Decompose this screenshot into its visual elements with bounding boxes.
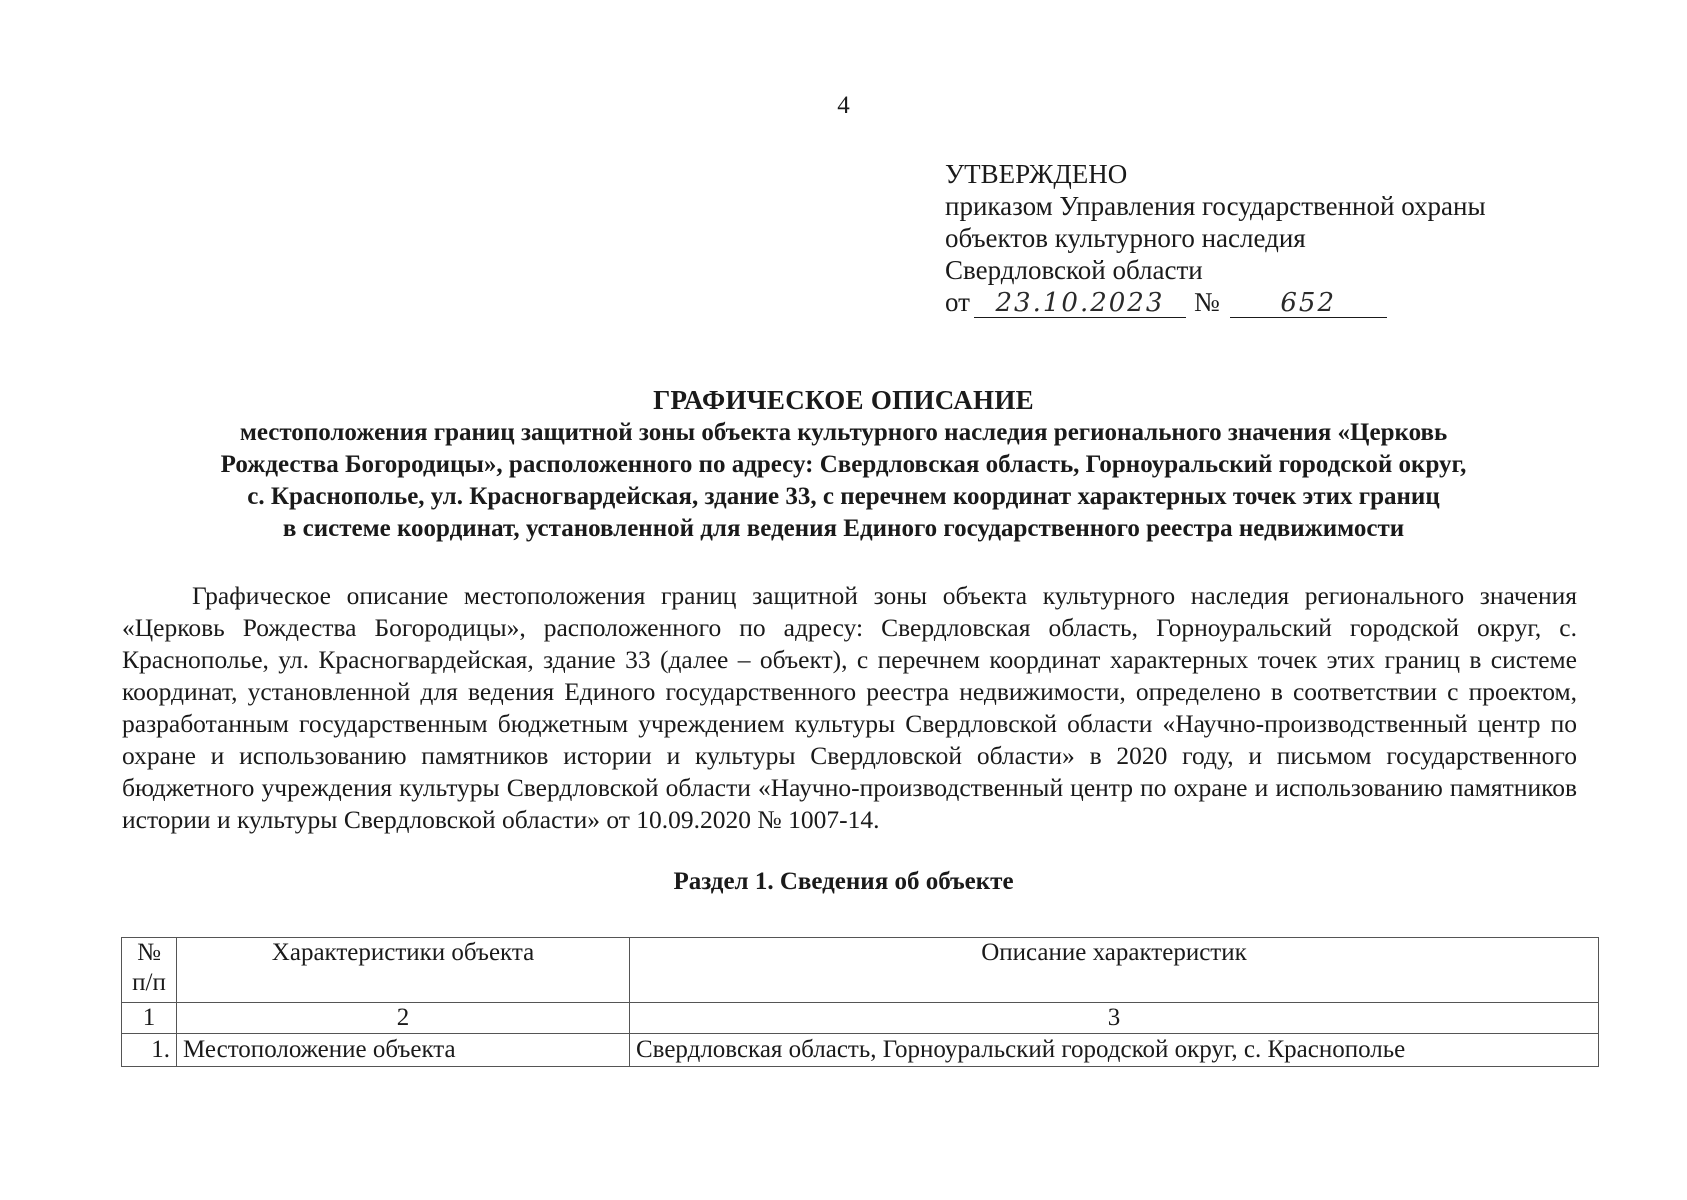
row-number: 1. [122, 1034, 177, 1067]
object-info-table [121, 937, 1599, 1067]
approval-line-3: Свердловской области [945, 255, 1203, 285]
approval-line-2: объектов культурного наследия [945, 223, 1306, 253]
title-subline-2: Рождества Богородицы», расположенного по адресу: Свердловская область, Горноуральский городской округ, [220, 451, 1467, 478]
approval-date-line [945, 286, 1486, 318]
header-cell-description: Описание характеристик [630, 938, 1599, 1003]
approval-heading: УТВЕРЖДЕНО [945, 159, 1128, 189]
header-cell-characteristics: Характеристики объекта [177, 938, 630, 1003]
table-column-number-row [122, 1003, 1599, 1034]
row-description: Свердловская область, Горноуральский городской округ, с. Краснополье [630, 1034, 1599, 1067]
column-number-1: 1 [122, 1003, 177, 1034]
section-heading: Раздел 1. Сведения об объекте [673, 868, 1014, 895]
header-number-line2: п/п [132, 969, 166, 996]
document-title: ГРАФИЧЕСКОЕ ОПИСАНИЕ [653, 385, 1034, 415]
handwritten-date: 23.10.2023 [974, 289, 1186, 318]
title-subline-3: с. Краснополье, ул. Красногвардейская, здание 33, с перечнем координат характерных точек этих границ [247, 483, 1440, 510]
title-subline-1: местоположения границ защитной зоны объекта культурного наследия регионального значения «Церковь [239, 419, 1448, 446]
header-cell-number [122, 938, 177, 1003]
document-title-block [100, 383, 1587, 545]
table-header-row [122, 938, 1599, 1003]
table-row [122, 1034, 1599, 1067]
handwritten-order-number: 652 [1230, 289, 1387, 318]
column-number-3: 3 [630, 1003, 1599, 1034]
page-number: 4 [837, 92, 850, 119]
header-number-line1: № [137, 939, 161, 966]
title-subline-4: в системе координат, установленной для ведения Единого государственного реестра недвижимости [282, 515, 1405, 542]
row-characteristic: Местоположение объекта [177, 1034, 630, 1067]
date-prefix: от [945, 287, 970, 317]
approval-line-1: приказом Управления государственной охраны [945, 191, 1486, 221]
approval-stamp-block [945, 158, 1486, 318]
number-prefix: № [1193, 287, 1220, 317]
column-number-2: 2 [177, 1003, 630, 1034]
body-paragraph: Графическое описание местоположения границ защитной зоны объекта культурного наследия регионального значения «Церковь Рождества Богородицы», расположенного по адресу: Свердловская область, Горноуральский городской округ, с. Краснополье, ул. Красногвардейская, здание 33 (далее – объект), с перечнем координат характерных точек этих границ в системе координат, установленной для ведения Единого государственного реестра недвижимости, определено в соответствии с проектом, разработанным государственным бюджетным учреждением культуры Свердловской области «Научно-производственный центр по охране и использованию памятников истории и культуры Свердловской области» в 2020 году, и письмом государственного бюджетного учреждения культуры Свердловской области «Научно-производственный центр по охране и использованию памятников истории и культуры Свердловской области» от 10.09.2020 № 1007-14. [122, 581, 1577, 834]
